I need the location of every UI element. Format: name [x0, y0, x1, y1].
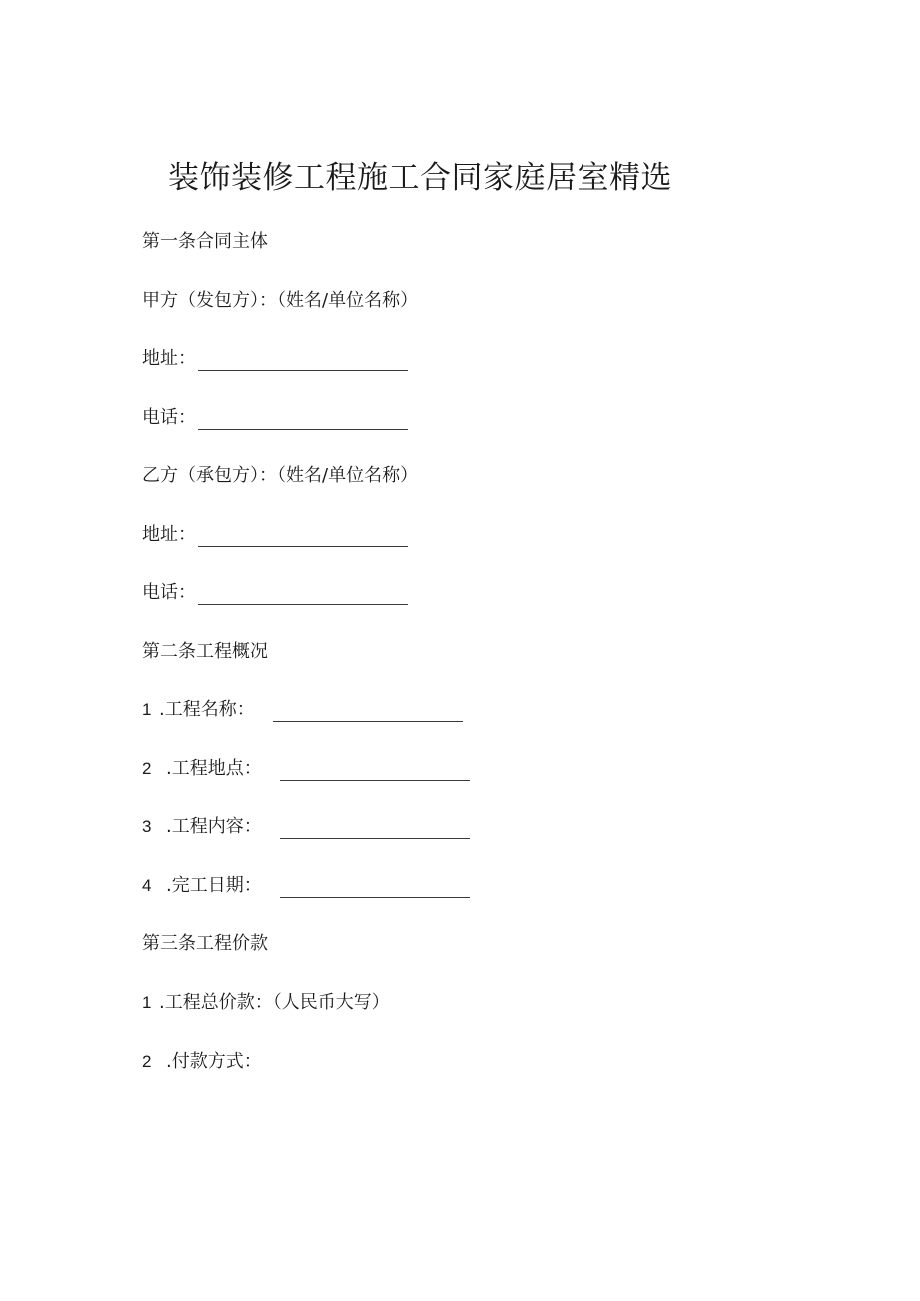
article-1-heading	[142, 229, 268, 255]
list-item-number: 3	[142, 817, 152, 836]
list-item-number: 1	[142, 993, 152, 1012]
list-item	[142, 990, 390, 1016]
party-b-address-blank	[198, 526, 408, 547]
project-location-blank	[280, 760, 470, 781]
article-3-heading-text: 第三条工程价款	[142, 933, 268, 954]
list-item	[142, 756, 470, 782]
party-b-phone-blank	[198, 584, 408, 605]
completion-date-blank	[280, 877, 470, 898]
party-b-address-line	[142, 522, 408, 548]
party-a-line	[142, 288, 418, 314]
party-b-phone-label: 电话：	[142, 582, 196, 603]
party-b-line	[142, 463, 418, 489]
list-item	[142, 1049, 262, 1075]
list-item-number: 4	[142, 876, 152, 895]
list-item-label: .付款方式：	[166, 1051, 262, 1072]
project-name-blank	[273, 701, 463, 722]
party-b-label: 乙方（承包方）：（姓名/单位名称）	[142, 465, 419, 486]
project-content-blank	[280, 818, 470, 839]
list-item-number: 2	[142, 1052, 152, 1071]
list-item-number: 1	[142, 700, 152, 719]
list-item-label: .工程地点：	[166, 758, 262, 779]
list-item	[142, 814, 470, 840]
list-item	[142, 697, 463, 723]
article-2-heading-text: 第二条工程概况	[142, 641, 268, 662]
party-a-phone-blank	[198, 409, 408, 430]
party-b-address-label: 地址：	[142, 524, 196, 545]
list-item-label: .工程总价款：（人民币大写）	[159, 992, 390, 1013]
document-title: 装饰装修工程施工合同家庭居室精选	[168, 160, 672, 196]
article-1-heading-text: 第一条合同主体	[142, 231, 268, 252]
party-a-address-blank	[198, 350, 408, 371]
party-a-phone-label: 电话：	[142, 407, 196, 428]
party-a-phone-line	[142, 405, 408, 431]
list-item-label: .工程名称：	[159, 699, 255, 720]
party-b-phone-line	[142, 580, 408, 606]
list-item-label: .工程内容：	[166, 816, 262, 837]
article-2-heading	[142, 639, 268, 665]
list-item	[142, 873, 470, 899]
list-item-number: 2	[142, 759, 152, 778]
article-3-heading	[142, 931, 268, 957]
list-item-label: .完工日期：	[166, 875, 262, 896]
party-a-label: 甲方（发包方）：（姓名/单位名称）	[142, 290, 419, 311]
party-a-address-label: 地址：	[142, 348, 196, 369]
party-a-address-line	[142, 346, 408, 372]
